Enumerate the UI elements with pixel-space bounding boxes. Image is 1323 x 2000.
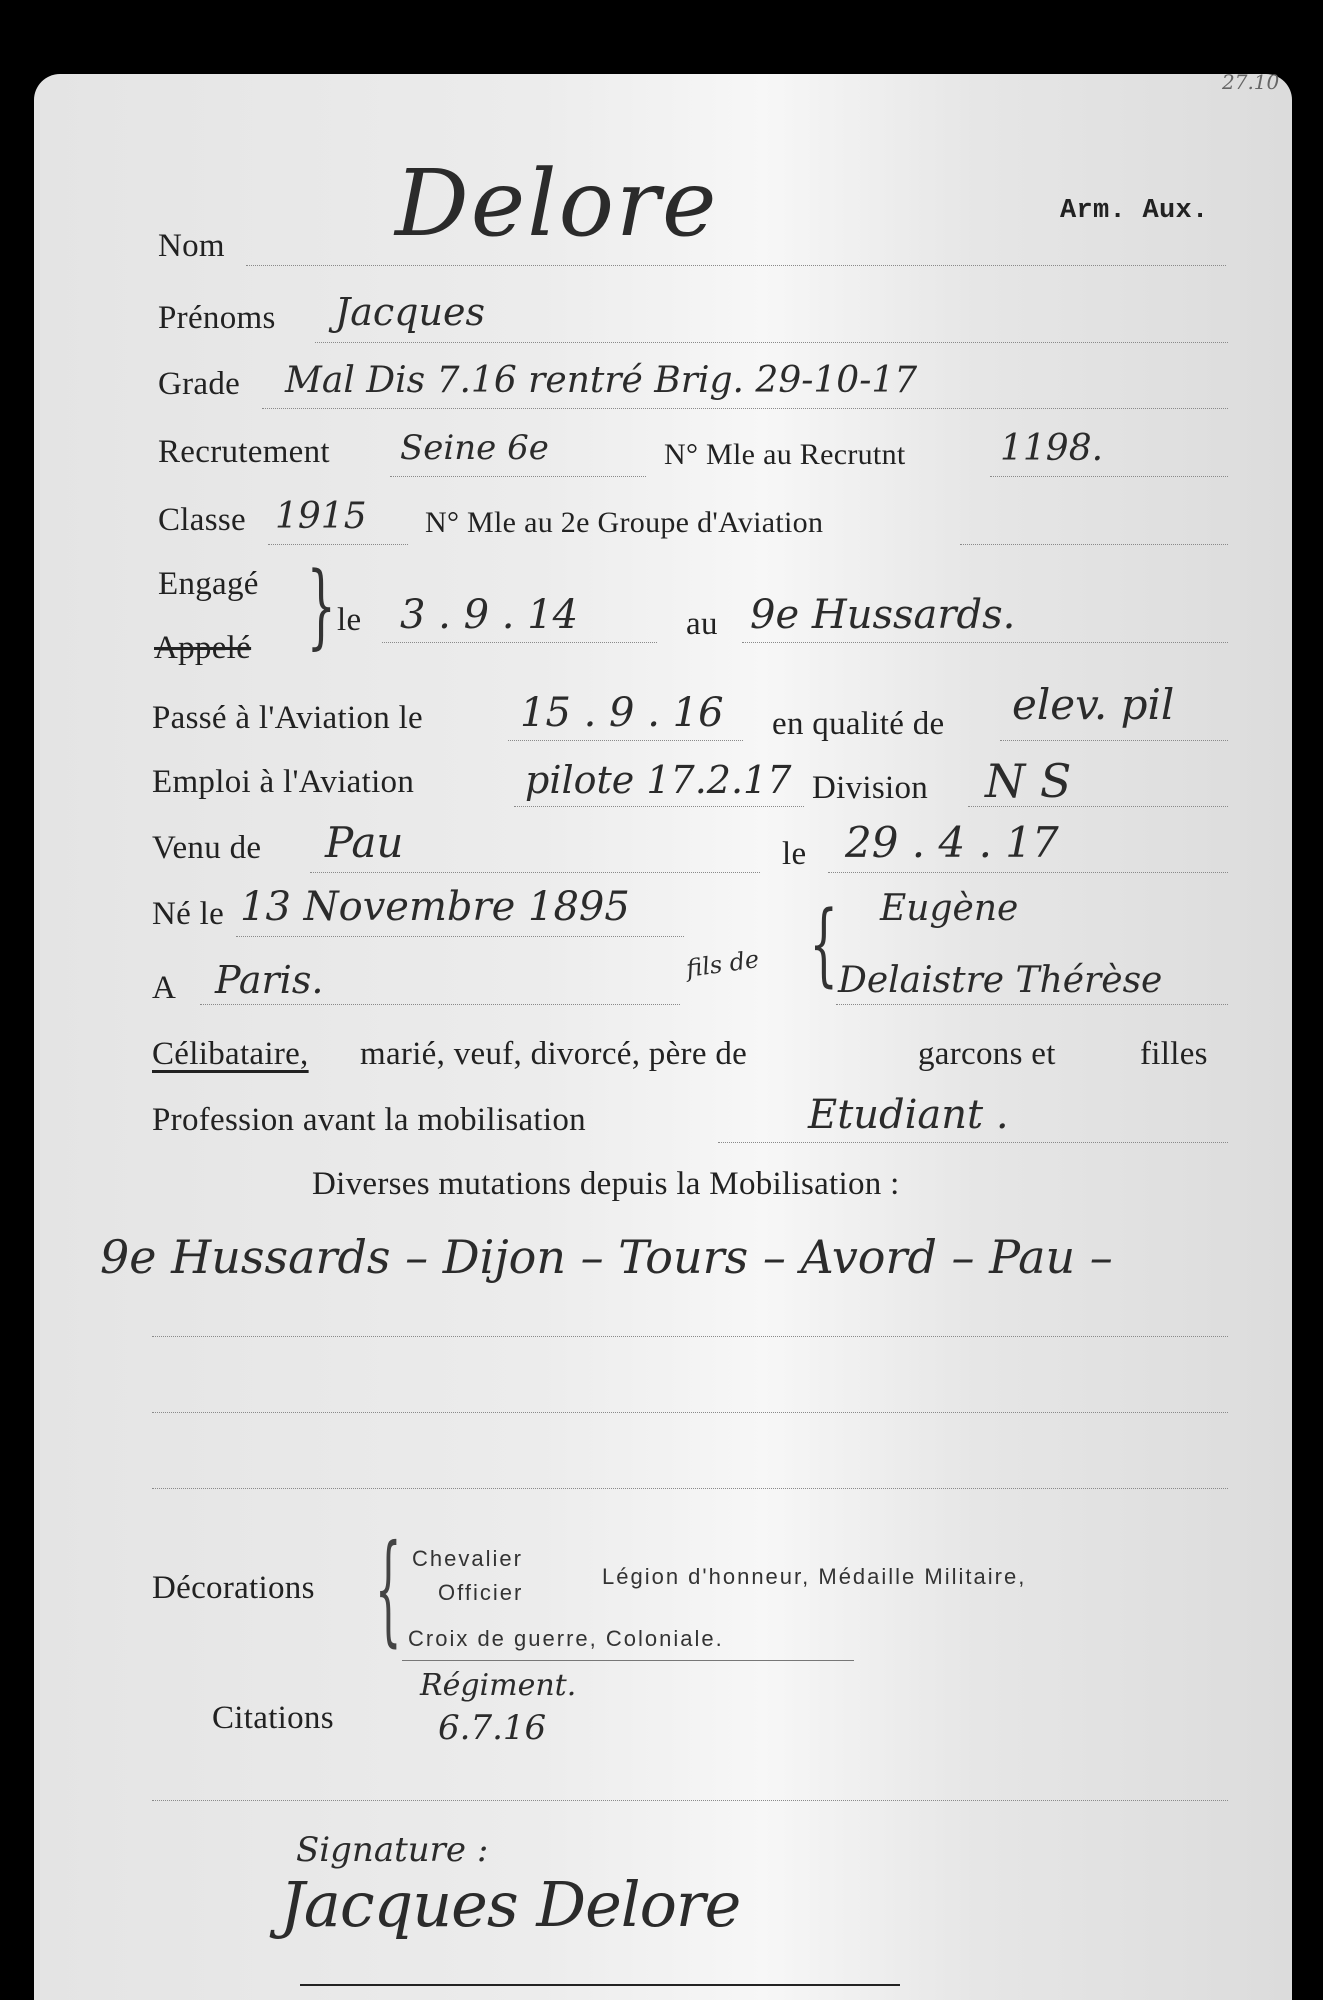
dotline	[742, 642, 1228, 643]
lieu-label: A	[152, 970, 177, 1006]
recrutement-label: Recrutement	[158, 434, 330, 470]
passe-label: Passé à l'Aviation le	[152, 700, 423, 736]
signature-value: Jacques Delore	[280, 1868, 741, 1941]
emploi-value: pilote 17.2.17	[525, 758, 792, 802]
classe-label: Classe	[158, 502, 246, 538]
dotline	[836, 1004, 1228, 1005]
dotline	[390, 476, 646, 477]
groupe-label: N° Mle au 2e Groupe d'Aviation	[425, 506, 824, 539]
officier: Officier	[438, 1580, 524, 1605]
matricule-label: N° Mle au Recrutnt	[664, 438, 906, 471]
engage-le-label: le	[337, 602, 362, 638]
dotline	[508, 740, 743, 741]
brace: {	[809, 892, 838, 997]
citations-line1: Régiment.	[420, 1668, 577, 1703]
brace: }	[306, 552, 336, 659]
grade-value: Mal Dis 7.16 rentré Brig. 29-10-17	[285, 360, 918, 401]
dotline	[152, 1336, 1228, 1337]
fils-de: fils de	[684, 945, 761, 983]
mutations-title: Diverses mutations depuis la Mobilisation :	[312, 1166, 900, 1202]
dotline	[152, 1488, 1228, 1489]
corner-note: 27.10	[1222, 70, 1280, 94]
dotline	[718, 1142, 1228, 1143]
emploi-label: Emploi à l'Aviation	[152, 764, 415, 800]
brace: {	[374, 1520, 402, 1659]
legion-medaille: Légion d'honneur, Médaille Militaire,	[602, 1564, 1027, 1589]
croix-coloniale: Croix de guerre, Coloniale.	[408, 1626, 724, 1651]
dotline	[514, 806, 804, 807]
citations-label: Citations	[212, 1700, 334, 1736]
qualite-label: en qualité de	[772, 706, 945, 742]
venu-le-label: le	[782, 836, 807, 872]
dotline	[152, 1800, 1228, 1801]
venu-label: Venu de	[152, 830, 262, 866]
decorations-underline	[402, 1660, 854, 1661]
venu-value: Pau	[325, 818, 404, 867]
profession-label: Profession avant la mobilisation	[152, 1102, 586, 1138]
au-value: 9e Hussards.	[750, 592, 1016, 638]
venu-date: 29 . 4 . 17	[845, 818, 1059, 867]
profession-value: Etudiant .	[808, 1092, 1009, 1138]
grade-label: Grade	[158, 366, 241, 402]
garcons-label: garcons et	[918, 1036, 1056, 1072]
dotline	[246, 265, 1226, 266]
signature-label: Signature :	[296, 1830, 489, 1870]
citations-line2: 6.7.16	[438, 1708, 547, 1748]
dotline	[828, 872, 1228, 873]
engage-date: 3 . 9 . 14	[400, 592, 579, 638]
mutations-value: 9e Hussards – Dijon – Tours – Avord – Pau –	[100, 1230, 1113, 1284]
nom-label: Nom	[158, 228, 225, 264]
qualite-value: elev. pil	[1012, 680, 1175, 729]
dotline	[382, 642, 657, 643]
matricule-value: 1198.	[1000, 428, 1104, 469]
dotline	[310, 872, 760, 873]
signature-line	[300, 1984, 900, 1986]
dotline	[1000, 740, 1228, 741]
dotline	[990, 476, 1228, 477]
lieu-value: Paris.	[215, 958, 324, 1002]
prenoms-value: Jacques	[335, 290, 485, 334]
dotline	[236, 936, 684, 937]
dotline	[152, 1412, 1228, 1413]
nom-value: Delore	[395, 150, 719, 257]
dotline	[315, 342, 1228, 343]
chevalier: Chevalier	[412, 1546, 523, 1571]
appele-label: Appelé	[154, 630, 252, 666]
division-value: N S	[985, 754, 1072, 808]
pere: Eugène	[880, 888, 1019, 929]
au-label: au	[686, 606, 718, 642]
decorations-label: Décorations	[152, 1570, 315, 1606]
etat-civil-rest: marié, veuf, divorcé, père de	[360, 1036, 748, 1072]
ne-value: 13 Novembre 1895	[240, 884, 630, 930]
dotline	[262, 408, 1228, 409]
prenoms-label: Prénoms	[158, 300, 276, 336]
division-label: Division	[812, 770, 929, 806]
mere: Delaistre Thérèse	[838, 960, 1163, 1001]
ne-label: Né le	[152, 896, 225, 932]
arm-label: Arm. Aux.	[1060, 196, 1209, 226]
celibataire: Célibataire,	[152, 1036, 309, 1072]
passe-value: 15 . 9 . 16	[520, 690, 724, 736]
engage-label: Engagé	[158, 566, 259, 602]
recrutement-value: Seine 6e	[400, 428, 549, 468]
filles-label: filles	[1140, 1036, 1208, 1072]
classe-value: 1915	[275, 496, 367, 537]
dotline	[200, 1004, 680, 1005]
dotline	[268, 544, 408, 545]
dotline	[960, 544, 1228, 545]
